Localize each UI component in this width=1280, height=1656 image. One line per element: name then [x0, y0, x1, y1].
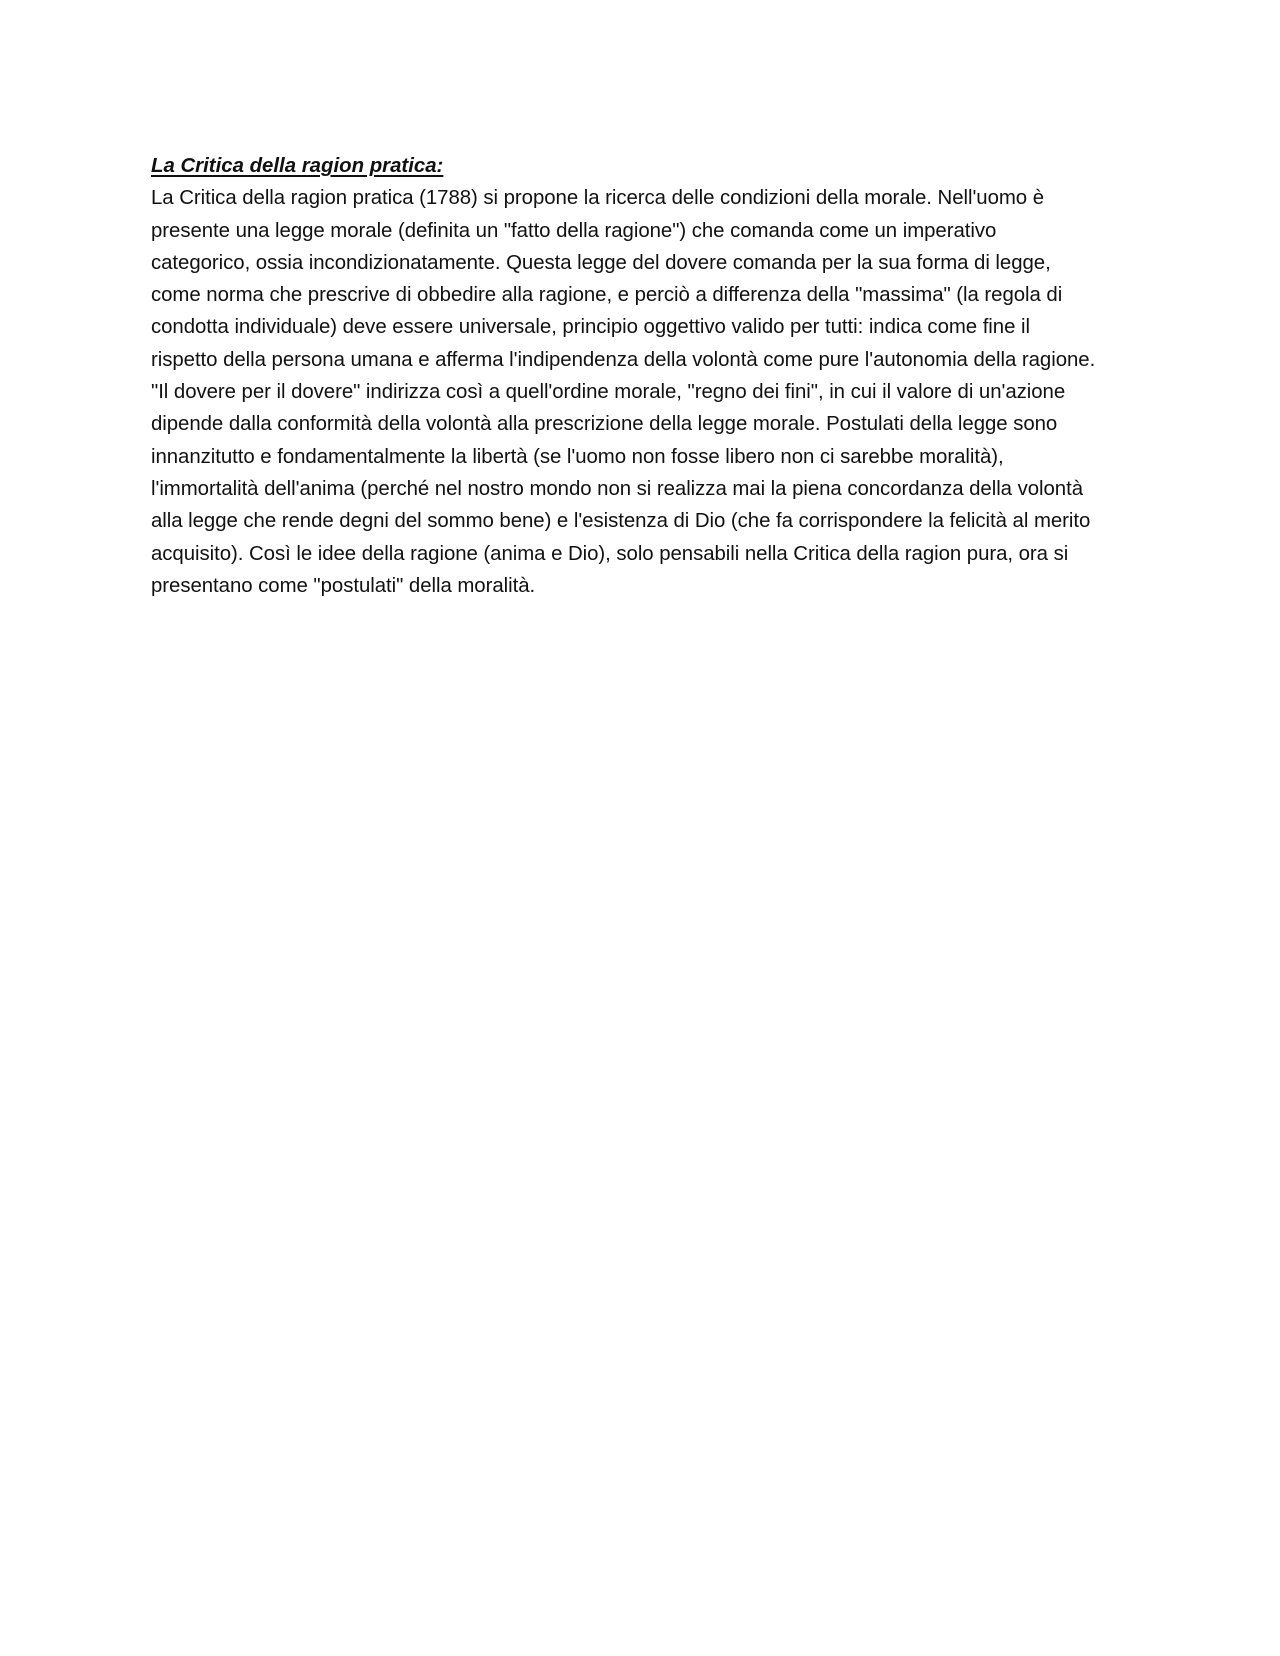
document-content — [151, 150, 1101, 602]
document-title: La Critica della ragion pratica: — [151, 155, 444, 177]
document-body-paragraph: La Critica della ragion pratica (1788) si propone la ricerca delle condizioni della morale. Nell'uomo è presente una legge morale (definita un "fatto della ragione") che comanda come un imperativo categorico, ossia incondizionatamente. Questa legge del dovere comanda per la sua forma di legge, come norma che prescrive di obbedire alla ragione, e perciò a differenza della "massima" (la regola di condotta individuale) deve essere universale, principio oggettivo valido per tutti: indica come fine il rispetto della persona umana e afferma l'indipendenza della volontà come pure l'autonomia della ragione. "Il dovere per il dovere" indirizza così a quell'ordine morale, "regno dei fini", in cui il valore di un'azione dipende dalla conformità della volontà alla prescrizione della legge morale. Postulati della legge sono innanzitutto e fondamentalmente la libertà (se l'uomo non fosse libero non ci sarebbe moralità), l'immortalità dell'anima (perché nel nostro mondo non si realizza mai la piena concordanza della volontà alla legge che rende degni del sommo bene) e l'esistenza di Dio (che fa corrispondere la felicità al merito acquisito). Così le idee della ragione (anima e Dio), solo pensabili nella Critica della ragion pura, ora si presentano come "postulati" della moralità. — [151, 187, 1096, 597]
